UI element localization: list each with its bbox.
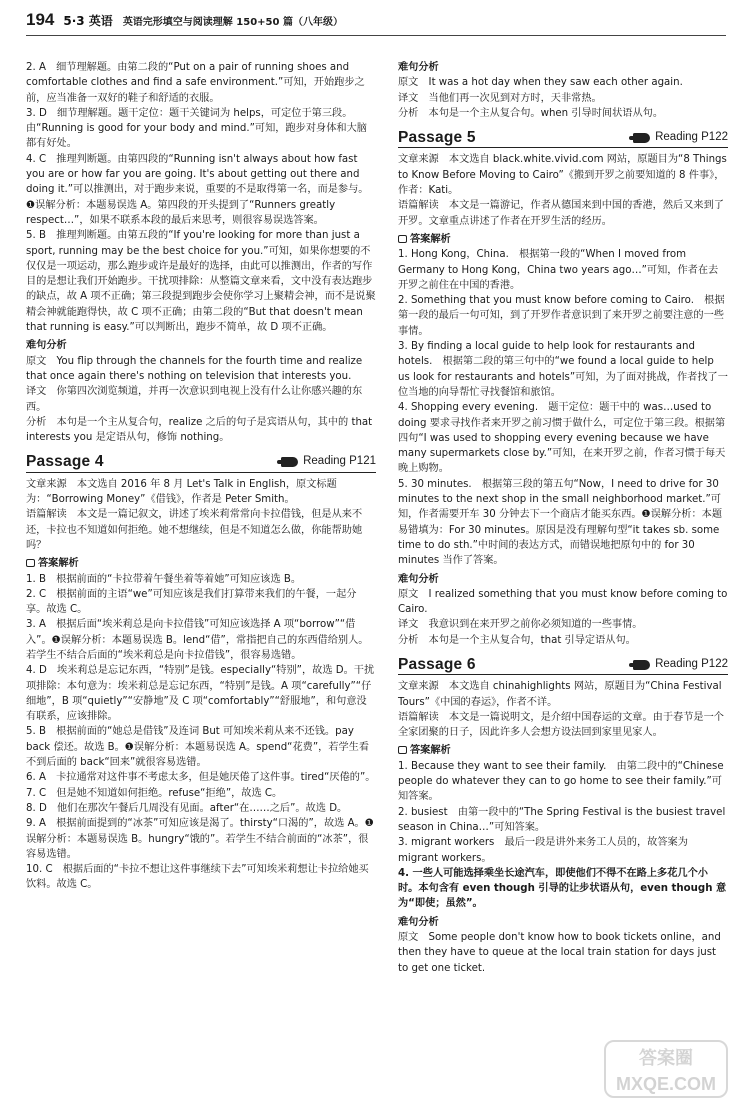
passage-guide: 语篇解读 本文是一篇游记，作者从德国来到中国的香港，然后又来到了开罗。文章重点讲述了作者在开罗生活的经历。	[398, 200, 724, 227]
pointing-hand-icon	[281, 457, 298, 467]
hard-sentence-analysis: 分析 本句是一个主从复合句。when 引导时间状语从句。	[398, 107, 664, 119]
watermark-logo: 答案圈 MXQE.COM	[604, 1040, 728, 1098]
hard-sentence-translation: 译文 当他们再一次见到对方时，天非常热。	[398, 92, 602, 104]
reading-reference	[633, 657, 728, 672]
answer-item: 3. migrant workers 最后一段是讲外来务工人员的，故答案为 migrant workers。	[398, 837, 688, 864]
book-title: 英语完形填空与阅读理解 150+50 篇（八年级）	[122, 17, 343, 28]
answer-item: 4. D 埃米莉总是忘记东西，“特别”是钱。especially“特别”，故选 D。干扰项排除：本句意为：埃米莉总是忘记东西，“特别”是钱。A 项“carefully”“仔细地”，B 项“quietly”“安静地”及 C 项“comfortably”“舒服地”，和句意没有联系，应该排除。	[26, 665, 375, 723]
answer-item: 6. A 卡拉通常对这件事不考虑太多，但是她厌倦了这件事。tired“厌倦的”。	[26, 772, 376, 784]
answer-item: 1. B 根据前面的“卡拉带着午餐坐着等着她”可知应该选 B。	[26, 573, 302, 585]
answer-item: 2. Something that you must know before coming to Cairo. 根据第一段的最后一句可知，到了开罗作者意识到了来开罗之前要注意的一些事情。	[398, 295, 725, 337]
reading-page: Reading P122	[655, 657, 728, 670]
answer-item: 3. D 细节理解题。题干定位：题干关键词为 helps，可定位于第三段。由“Running is good for your body and mind.”可知，跑步对身体和大脑都有好处。	[26, 107, 367, 150]
hard-sentence-translation: 译文 我意识到在来开罗之前你必须知道的一些事情。	[398, 619, 643, 631]
reading-page: Reading P121	[303, 455, 376, 468]
passage-6-header	[398, 657, 728, 675]
hard-sentence-title: 难句分析	[398, 573, 439, 585]
answer-item: 8. D 他们在那次午餐后几周没有见面。after“在……之后”。故选 D。	[26, 802, 348, 814]
hard-sentence-translation: 译文 你第四次浏览频道，并再一次意识到电视上没有什么让你感兴趣的东西。	[26, 386, 363, 413]
answers-title	[26, 556, 376, 571]
hard-sentence-original: 原文 It was a hot day when they saw each other again.	[398, 77, 683, 89]
hard-sentence-title: 难句分析	[398, 916, 439, 928]
passage-title: Passage 4	[26, 453, 104, 471]
article-source: 文章来源 本文选自 black.white.vivid.com 网站，原题目为“8 Things to Know Before Moving to Cairo”《搬到开罗之前要知道的 8 件事》，作者：Kati。	[398, 154, 727, 197]
hard-sentence-title: 难句分析	[26, 340, 67, 352]
answer-item: 5. B 推理判断题。由第五段的“If you're looking for more than just a sport, running may be the best choice for you.”可知，如果你想要的不仅仅是一项运动，那么跑步或许是最好的选择，由此可以推测出，作者的写作目的是想让我们开始跑步。干扰项排除：从整篇文章来看，文中没有表达跑步的缺点，故 A 项不正确；第三段提到跑步会使你学习上聚精会神，而不是说聚精会神就能跑得快，故 C 项不正确；由第二段的“But that doesn't mean that running is easy.”可以判断出，跑步不简单，故 D 项不正确。	[26, 230, 376, 334]
lock-icon	[398, 746, 407, 754]
article-source: 文章来源 本文选自 2016 年 8 月 Let's Talk in English，原文标题为：“Borrowing Money”《借钱》，作者是 Peter Smith。	[26, 478, 337, 506]
pointing-hand-icon	[633, 660, 650, 670]
reading-reference	[633, 130, 728, 145]
answer-item: 3. A 根据后面“埃米莉总是向卡拉借钱”可知应该选择 A 项“borrow”“借入”。❶误解分析：本题易误选 B。lend“借”，常指把自己的东西借给别人。若学生不结合后面的“埃米莉总是向卡拉借钱”，很容易选错。	[26, 619, 369, 661]
pointing-hand-icon	[633, 133, 650, 143]
passage-4-header	[26, 454, 376, 472]
answer-item: 7. C 但是她不知道如何拒绝。refuse“拒绝”，故选 C。	[26, 787, 283, 799]
answer-item: 5. B 根据前面的“她总是借钱”及连词 But 可知埃米莉从来不还钱。pay back 偿还。故选 B。❶误解分析：本题易误选 A。spend“花费”，若学生看不到后面的 back“回来”就很容易选错。	[26, 726, 370, 769]
answer-item: 5. 30 minutes. 根据第三段的第五句“Now，I need to drive for 30 minutes to the next shop in the small neighborhood market.”可知，作者需要开车 30 分钟去下一个商店才能买东西。❶误解分析：本题易错填为：For 30 minutes。原因是没有理解句型“it takes sb. some time to do sth.”中时间的表达方式，而错误地把原句中的 for 30 minutes 当作了答案。	[398, 478, 723, 567]
answers-title-text: 答案解析	[410, 233, 451, 245]
hard-sentence-analysis: 分析 本句是一个主从复合句，realize 之后的句子是宾语从句，其中的 that interests you 是定语从句，修饰 nothing。	[26, 416, 373, 444]
answer-item: 9. A 根据前面提到的“冰茶”可知应该是渴了。thirsty“口渴的”，故选 A。❶误解分析：本题易误选 B。hungry“饿的”。若学生不结合前面的“冰茶”，很容易选错。	[26, 818, 374, 860]
hard-sentence-analysis: 分析 本句是一个主从复合句，that 引导定语从句。	[398, 634, 636, 646]
brand-logo-text: 5·3 英语	[63, 14, 113, 28]
answer-item: 1. Because they want to see their family. 由第二段中的“Chinese people do whatever they can to go home to see their family.”可知答案。	[398, 760, 724, 803]
passage-title: Passage 5	[398, 129, 476, 147]
answers-title	[398, 232, 728, 247]
answer-item: 4. 一些人可能选择乘坐长途汽车，即使他们不得不在路上多花几个小时。本句含有 even though 引导的让步状语从句，even though 意为“即使；虽然”。	[398, 867, 727, 910]
left-column	[26, 60, 376, 893]
answers-title-text: 答案解析	[38, 558, 79, 570]
answer-item: 4. C 推理判断题。由第四段的“Running isn't always about how fast you are or how far you are going. It's about getting out there and doing it.”可以推测出，对于跑步来说，重要的不是取得第一名，而是参与。❶误解分析：本题易误选 A。第四段的开头提到了“Runners greatly respect…”，如果不联系本段的最后来思考，则很容易误选答案。	[26, 153, 369, 226]
passage-5-header	[398, 130, 728, 148]
passage-title: Passage 6	[398, 655, 476, 673]
answer-item: 2. C 根据前面的主语“we”可知应该是我们打算带来我们的午餐，一起分享。故选 C。	[26, 588, 357, 616]
lock-icon	[26, 559, 35, 567]
passage-guide: 语篇解读 本文是一篇说明文，是介绍中国春运的文章。由于春节是一个全家团聚的日子，因此许多人会想方设法回到家里见家人。	[398, 711, 724, 739]
right-column	[398, 60, 728, 976]
reading-reference	[281, 454, 376, 469]
page-number: 194	[26, 10, 55, 29]
page-header	[26, 12, 726, 36]
answer-item: 2. busiest 由第一段中的“The Spring Festival is the busiest travel season in China…”可知答案。	[398, 806, 726, 833]
hard-sentence-title: 难句分析	[398, 62, 439, 73]
lock-icon	[398, 235, 407, 243]
passage-guide: 语篇解读 本文是一篇记叙文，讲述了埃米莉常常向卡拉借钱，但是从来不还，卡拉也不知道如何拒绝。她不想继续，但是不知道怎么做，你能帮助她吗？	[26, 509, 363, 551]
answer-item: 10. C 根据后面的“卡拉不想让这件事继续下去”可知埃米莉想让卡拉给她买饮料。故选 C。	[26, 864, 369, 891]
reading-page: Reading P122	[655, 131, 728, 144]
hard-sentence-original: 原文 Some people don't know how to book tickets online，and then they have to queue at the local train station for days just to get one ticket.	[398, 932, 721, 974]
answer-item: 1. Hong Kong，China. 根据第一段的“When I moved from Germany to Hong Kong，China two years ago…”可知，作者在去开罗之前住在中国的香港。	[398, 249, 719, 291]
hard-sentence-original: 原文 I realized something that you must know before coming to Cairo.	[398, 588, 728, 616]
answer-item: 2. A 细节理解题。由第二段的“Put on a pair of running shoes and comfortable clothes and find a safe environment.”可知，开始跑步之前，应当准备一双好的鞋子和舒适的衣服。	[26, 62, 365, 104]
answers-title-text: 答案解析	[410, 745, 451, 757]
answers-title	[398, 743, 728, 758]
article-source: 文章来源 本文选自 chinahighlights 网站，原题目为“China Festival Tours”《中国的春运》，作者不详。	[398, 681, 722, 708]
answer-item: 4. Shopping every evening. 题干定位：题干中的 was…used to doing 要求寻找作者来开罗之前习惯于做什么，可定位于第三段。根据第四句“I was used to shopping every evening because we have many supermarkets close by.”可知，在来开罗之前，作者习惯于每天晚上购物。	[398, 402, 726, 475]
hard-sentence-original: 原文 You flip through the channels for the fourth time and realize that once again there's nothing on television that interests you.	[26, 355, 363, 382]
answer-item: 3. By finding a local guide to help look for restaurants and hotels. 根据第二段的第三句中的“we found a local guide to help us look for restaurants and hotels”可知，为了面对挑战，作者找了一位当地的向导帮忙寻找餐馆和旅馆。	[398, 341, 728, 398]
